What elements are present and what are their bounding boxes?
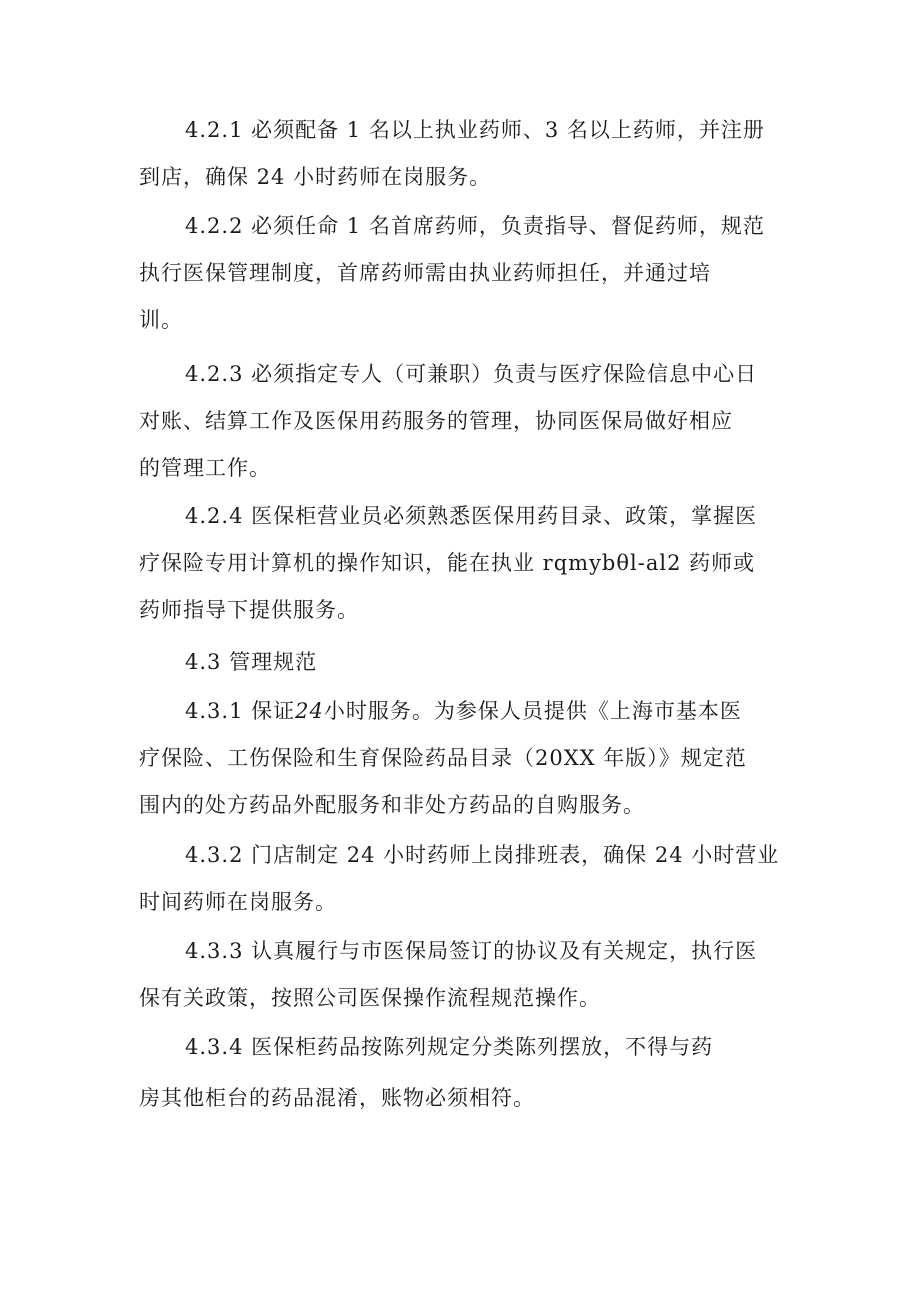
- text-line: 4.3 管理规范: [185, 650, 318, 674]
- text-line: 4.2.3 必须指定专人（可兼职）负责与医疗保险信息中心日: [185, 362, 758, 386]
- text-line: 执行医保管理制度，首席药师需由执业药师担任，并通过培: [139, 261, 711, 285]
- paragraph-4-2-2: [139, 203, 789, 344]
- text-line: 围内的处方药品外配服务和非处方药品的自购服务。: [139, 793, 645, 817]
- paragraph-4-3-4: [139, 1024, 789, 1122]
- text-line: 房其他柜台的药品混淆，账物必须相符。: [139, 1086, 535, 1110]
- text-line: 训。: [139, 308, 183, 332]
- text-line: 4.2.2 必须任命 1 名首席药师，负责指导、督促药师，规范: [185, 214, 765, 238]
- text-line: 的管理工作。: [139, 456, 271, 480]
- text-line: 4.2.4 医保柜营业员必须熟悉医保用药目录、政策，掌握医: [185, 504, 758, 528]
- text-line: [139, 688, 789, 735]
- text-line: 药师指导下提供服务。: [139, 598, 359, 622]
- text-line: 对账、结算工作及医保用药服务的管理，协同医保局做好相应: [139, 409, 733, 433]
- text-line: 4.3.4 医保柜药品按陈列规定分类陈列摆放，不得与药: [185, 1035, 714, 1059]
- paragraph-4-3-2: [139, 832, 789, 926]
- paragraph-4-2-4: [139, 493, 789, 634]
- paragraph-4-3-3: [139, 928, 789, 1022]
- text-line: 疗保险、工伤保险和生育保险药品目录（20XX 年版）》规定范: [139, 746, 747, 770]
- text-line: 时间药师在岗服务。: [139, 890, 337, 914]
- text-line: 4.3.2 门店制定 24 小时药师上岗排班表，确保 24 小时营业: [185, 843, 780, 867]
- paragraph-4-2-3: [139, 351, 789, 492]
- paragraph-4-3-1: [139, 688, 789, 829]
- text-fragment-italic: 24: [295, 699, 324, 723]
- text-line: 疗保险专用计算机的操作知识，能在执业 rqmybθl-al2 药师或: [139, 551, 756, 575]
- text-fragment: 4.3.1 保证: [185, 699, 296, 723]
- section-heading-4-3: [139, 639, 789, 686]
- text-line: 4.3.3 认真履行与市医保局签订的协议及有关规定，执行医: [185, 939, 758, 963]
- text-line: 到店，确保 24 小时药师在岗服务。: [139, 165, 492, 189]
- text-line: 保有关政策，按照公司医保操作流程规范操作。: [139, 986, 601, 1010]
- paragraph-4-2-1: [139, 107, 789, 201]
- text-fragment: 小时服务。为参保人员提供《上海市基本医: [323, 699, 742, 723]
- text-line: 4.2.1 必须配备 1 名以上执业药师、3 名以上药师，并注册: [185, 118, 765, 142]
